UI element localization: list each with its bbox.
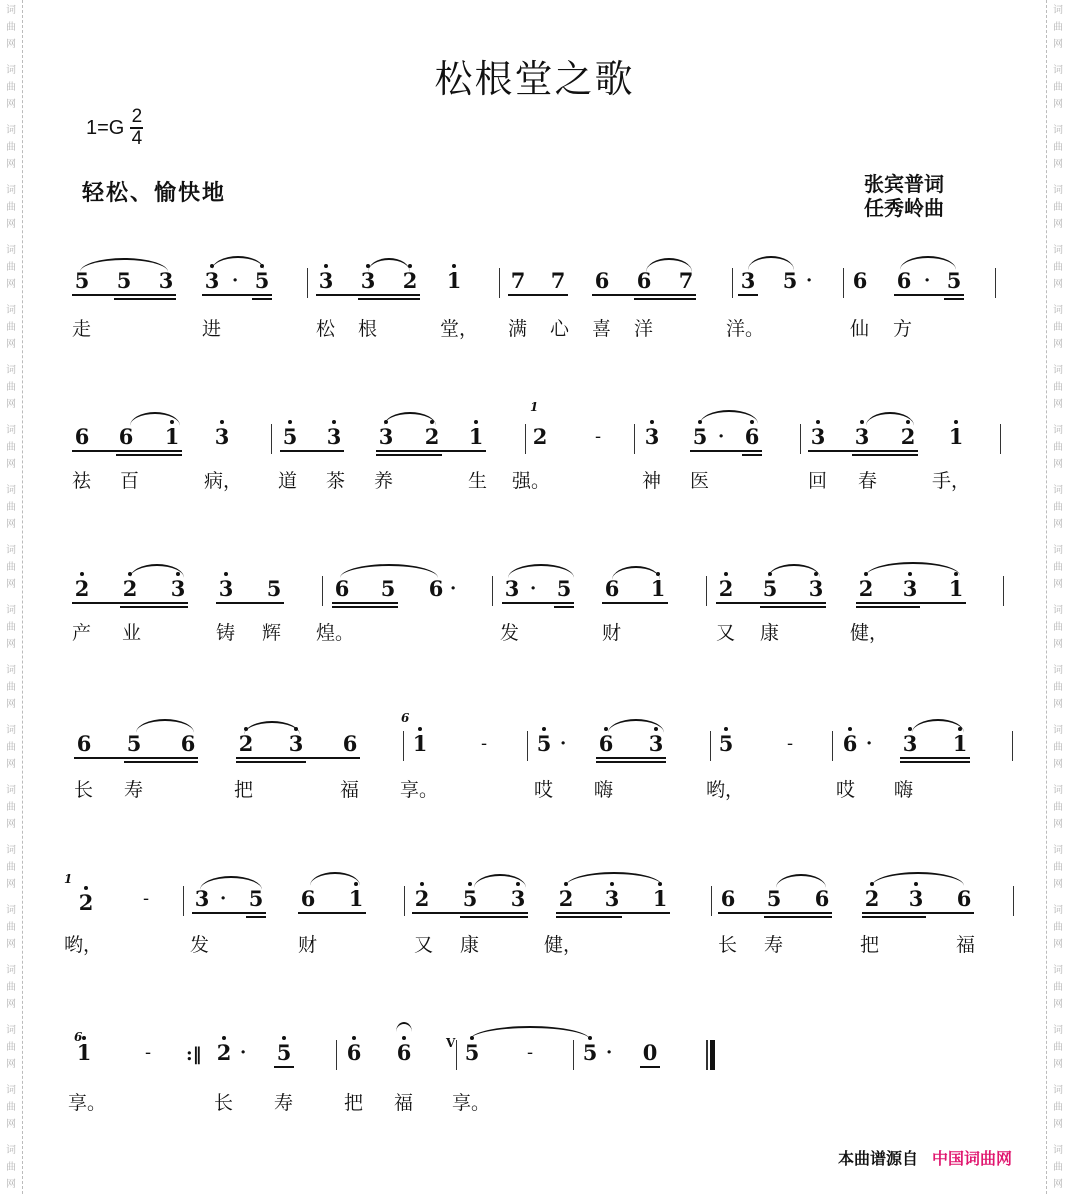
note: 3 [504,576,520,601]
watermark-text: 词 曲 网 [6,425,16,470]
note: 3 [646,733,666,755]
note: 6 [636,268,652,293]
watermark-text: 词 曲 网 [1053,245,1063,290]
note: 6 [74,424,90,449]
note: 2 [214,1042,234,1064]
watermark-text: 词 曲 网 [1053,365,1063,410]
watermark-text: 词 曲 网 [6,785,16,830]
note: 6 [300,886,316,911]
note: 5 [74,268,90,293]
note: 1 [946,578,966,600]
note: 1 [946,426,966,448]
key-signature: 1=G [86,116,125,139]
note: 5 [766,886,782,911]
watermark-text: 词 曲 网 [6,605,16,650]
note: 5 [116,268,132,293]
note: 3 [806,578,826,600]
repeat-end-sign: :‖ [186,1044,202,1065]
note: 2 [76,892,96,914]
watermark-text: 词 曲 网 [6,1085,16,1130]
watermark-text: 词 曲 网 [6,845,16,890]
note: 1 [444,270,464,292]
note: 5 [266,576,282,601]
note: 3 [740,268,756,293]
note: 1 [346,888,366,910]
note: 2 [400,270,420,292]
note: 7 [550,268,566,293]
note: 5 [126,731,142,756]
watermark-text: 词 曲 网 [6,365,16,410]
note: 3 [508,888,528,910]
note: 2 [898,426,918,448]
key-and-meter [86,108,143,148]
note: 5 [782,268,798,293]
watermark-text: 词 曲 网 [1053,305,1063,350]
watermark-text: 词 曲 网 [6,665,16,710]
note: 6 [742,426,762,448]
note: 1 [648,578,668,600]
note: 5 [690,426,710,448]
note: 2 [236,733,256,755]
watermark-text: 词 曲 网 [1053,725,1063,770]
note: 6 [604,576,620,601]
watermark-text: 词 曲 网 [6,125,16,170]
note: 5 [274,1042,294,1064]
composer-credit: 任秀岭曲 [864,196,944,220]
note: 1 [74,1042,94,1064]
note: 6 [344,1042,364,1064]
watermark-text: 词 曲 网 [1053,545,1063,590]
note: 5 [534,733,554,755]
note: 5 [580,1042,600,1064]
watermark-text: 词 曲 网 [1053,5,1063,50]
watermark-text: 词 曲 网 [6,185,16,230]
final-barline [710,1040,715,1070]
note: 6 [334,576,350,601]
watermark-text: 词 曲 网 [1053,665,1063,710]
note: 2 [716,578,736,600]
note: 2 [862,888,882,910]
note: 6 [956,886,972,911]
note: 3 [212,426,232,448]
watermark-text: 词 曲 网 [6,5,16,50]
note: 6 [720,886,736,911]
note: 1 [650,888,670,910]
note: 6 [180,731,196,756]
note: 6 [118,424,134,449]
note: 3 [900,578,920,600]
credits [864,172,944,220]
note: 3 [358,270,378,292]
source-label: 本曲谱源自 [838,1149,919,1168]
right-watermark-margin [1046,0,1069,1194]
watermark-text: 词 曲 网 [1053,425,1063,470]
note: 3 [286,733,306,755]
note: 7 [510,268,526,293]
watermark-text: 词 曲 网 [6,545,16,590]
note: 3 [852,426,872,448]
note: 3 [324,426,344,448]
note: 6 [428,576,444,601]
lyricist-credit: 张宾普词 [864,172,944,196]
note: 5 [252,270,272,292]
source-site-link[interactable]: 中国词曲网 [932,1149,1013,1168]
watermark-text: 词 曲 网 [1053,125,1063,170]
watermark-text: 词 曲 网 [6,65,16,110]
note: 6 [596,733,616,755]
watermark-text: 词 曲 网 [6,1025,16,1070]
watermark-text: 词 曲 网 [6,305,16,350]
watermark-text: 词 曲 网 [1053,1025,1063,1070]
note: 6 [814,886,830,911]
note: 3 [216,578,236,600]
note: 6 [840,733,860,755]
note: 3 [194,886,210,911]
note: 2 [120,578,140,600]
note: 3 [168,578,188,600]
time-signature: $\frac{2}{4}$ [131,106,143,149]
breath-mark: V [446,1036,456,1050]
left-watermark-margin [0,0,23,1194]
note: 3 [158,268,174,293]
note: 3 [808,426,828,448]
note: 1 [410,733,430,755]
watermark-text: 词 曲 网 [6,1145,16,1190]
note: 5 [248,886,264,911]
watermark-text: 词 曲 网 [1053,185,1063,230]
note: 5 [556,576,572,601]
note: 3 [642,426,662,448]
note: 5 [946,268,962,293]
note: 3 [906,888,926,910]
note: 2 [422,426,442,448]
note: 2 [556,888,576,910]
note: 3 [376,426,396,448]
watermark-text: 词 曲 网 [6,245,16,290]
note: 6 [594,268,610,293]
note: 3 [900,733,920,755]
song-title: 松根堂之歌 [434,57,635,101]
watermark-text: 词 曲 网 [1053,785,1063,830]
note: 5 [716,733,736,755]
note: 3 [202,270,222,292]
note: 1 [466,426,486,448]
watermark-text: 词 曲 网 [1053,965,1063,1010]
note: 5 [760,578,780,600]
note: 7 [678,268,694,293]
watermark-text: 词 曲 网 [1053,485,1063,530]
note: 1 [950,733,970,755]
watermark-text: 词 曲 网 [1053,1085,1063,1130]
watermark-text: 词 曲 网 [1053,905,1063,950]
watermark-text: 词 曲 网 [6,725,16,770]
tempo-marking: 轻松、愉快地 [82,181,227,206]
note: 2 [856,578,876,600]
note: 0 [642,1040,658,1065]
note: 5 [380,576,396,601]
note: 2 [532,424,548,449]
source-credit [838,1146,1012,1169]
watermark-text: 词 曲 网 [6,905,16,950]
note: 6 [76,731,92,756]
note: 5 [460,888,480,910]
watermark-text: 词 曲 网 [1053,1145,1063,1190]
note: 2 [72,578,92,600]
note: 5 [462,1042,482,1064]
watermark-text: 词 曲 网 [1053,845,1063,890]
note: 6 [342,731,358,756]
note: 1 [162,426,182,448]
note: 3 [602,888,622,910]
note: 3 [316,270,336,292]
watermark-text: 词 曲 网 [1053,605,1063,650]
watermark-text: 词 曲 网 [6,965,16,1010]
note: 6 [852,268,868,293]
watermark-text: 词 曲 网 [6,485,16,530]
note: 6 [896,268,912,293]
note: 6 [394,1042,414,1064]
note: 2 [412,888,432,910]
watermark-text: 词 曲 网 [1053,65,1063,110]
note: 5 [280,426,300,448]
